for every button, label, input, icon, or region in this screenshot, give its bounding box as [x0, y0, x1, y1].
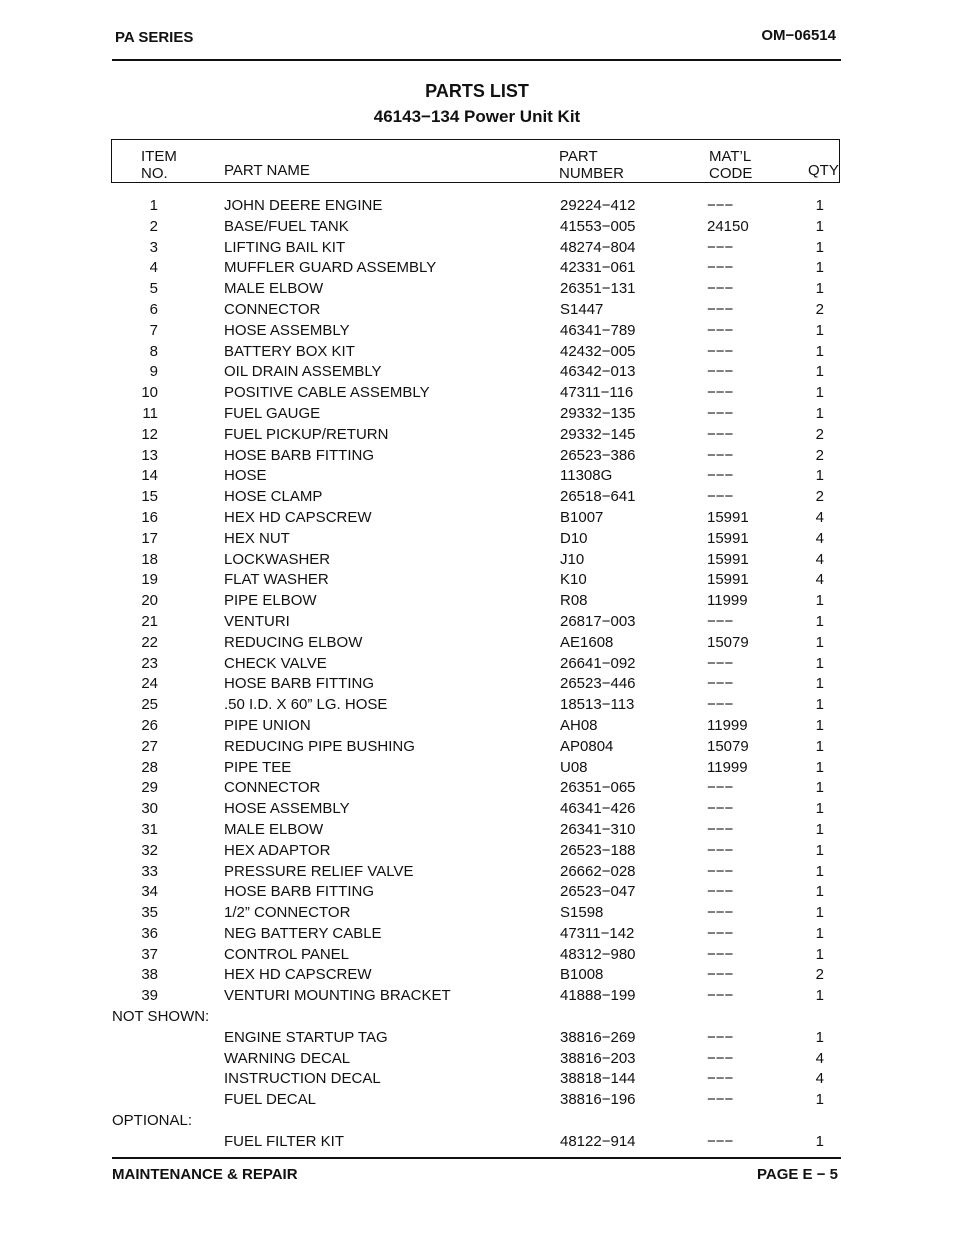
- part-name-cell: HEX HD CAPSCREW: [224, 966, 372, 984]
- table-row: [0, 778, 954, 799]
- part-name-cell: VENTURI: [224, 612, 290, 630]
- part-number-cell: AP0804: [560, 737, 614, 755]
- part-name-cell: CONNECTOR: [224, 779, 321, 797]
- part-number-cell: 38816−196: [560, 1091, 636, 1109]
- matl-code-cell: −−−: [707, 300, 734, 318]
- part-name-cell: NEG BATTERY CABLE: [224, 924, 382, 942]
- qty-cell: 1: [815, 779, 824, 797]
- qty-cell: 4: [815, 508, 824, 526]
- matl-code-cell: 24150: [707, 217, 749, 235]
- part-number-cell: 29332−145: [560, 425, 636, 443]
- part-name-cell: 1/2” CONNECTOR: [224, 904, 351, 922]
- part-name-cell: CONTROL PANEL: [224, 945, 350, 963]
- matl-code-cell: −−−: [707, 800, 734, 818]
- section-label-row: [0, 1007, 954, 1028]
- part-number-cell: 26523−386: [560, 446, 636, 464]
- item-no-cell: 38: [141, 966, 158, 984]
- part-name-cell: MUFFLER GUARD ASSEMBLY: [224, 259, 437, 277]
- table-row: [0, 841, 954, 862]
- part-name-cell: OIL DRAIN ASSEMBLY: [224, 363, 382, 381]
- table-row: [0, 362, 954, 383]
- part-name-cell: WARNING DECAL: [224, 1049, 351, 1067]
- table-row: [0, 799, 954, 820]
- part-name-cell: MALE ELBOW: [224, 820, 324, 838]
- item-no-cell: 31: [141, 820, 158, 838]
- matl-code-cell: 15991: [707, 529, 749, 547]
- table-row: [0, 1028, 954, 1049]
- part-number-cell: 26523−446: [560, 675, 636, 693]
- page-subtitle: 46143−134 Power Unit Kit: [373, 107, 581, 126]
- part-number-cell: 41888−199: [560, 987, 636, 1005]
- part-name-cell: PIPE UNION: [224, 716, 311, 734]
- qty-cell: 1: [815, 800, 824, 818]
- item-no-cell: 11: [142, 404, 158, 422]
- part-number-cell: D10: [560, 529, 588, 547]
- item-no-cell: 27: [141, 737, 158, 755]
- table-row: [0, 654, 954, 675]
- item-no-cell: 8: [149, 342, 158, 360]
- qty-cell: 1: [815, 1132, 824, 1150]
- part-name-cell: HOSE CLAMP: [224, 488, 323, 506]
- matl-code-cell: −−−: [707, 696, 734, 714]
- part-number-cell: 38816−203: [560, 1049, 636, 1067]
- part-name-cell: FLAT WASHER: [224, 571, 329, 589]
- matl-code-cell: −−−: [707, 197, 734, 214]
- table-row: [0, 550, 954, 571]
- matl-code-cell: −−−: [707, 342, 734, 360]
- part-name-cell: REDUCING ELBOW: [224, 633, 363, 651]
- part-number-cell: 26523−047: [560, 883, 636, 901]
- col-matl-code-line1: MAT’L: [709, 148, 752, 165]
- table-row: [0, 965, 954, 986]
- part-number-cell: 46341−789: [560, 321, 636, 339]
- part-number-cell: 47311−142: [560, 924, 635, 942]
- matl-code-cell: 15991: [707, 550, 749, 568]
- table-row: [0, 820, 954, 841]
- part-number-cell: S1447: [560, 300, 604, 318]
- part-number-cell: 26351−065: [560, 779, 636, 797]
- matl-code-cell: −−−: [707, 945, 734, 963]
- table-row: [0, 1049, 954, 1070]
- item-no-cell: 1: [149, 197, 158, 214]
- part-number-cell: 18513−113: [560, 696, 635, 714]
- part-number-cell: 42331−061: [560, 259, 636, 277]
- qty-cell: 1: [815, 924, 824, 942]
- part-number-cell: 29332−135: [560, 404, 636, 422]
- qty-cell: 1: [815, 1028, 824, 1046]
- part-name-cell: JOHN DEERE ENGINE: [224, 197, 383, 214]
- part-name-cell: HOSE BARB FITTING: [224, 675, 375, 693]
- item-no-cell: 19: [141, 571, 158, 589]
- part-name-cell: HOSE ASSEMBLY: [224, 321, 350, 339]
- part-number-cell: B1007: [560, 508, 604, 526]
- table-row: [0, 196, 954, 217]
- matl-code-cell: −−−: [707, 238, 734, 256]
- qty-cell: 1: [815, 612, 824, 630]
- qty-cell: 2: [815, 488, 824, 506]
- table-row: [0, 903, 954, 924]
- part-name-cell: HOSE ASSEMBLY: [224, 800, 350, 818]
- table-row: [0, 633, 954, 654]
- table-row: [0, 446, 954, 467]
- table-row: [0, 737, 954, 758]
- part-number-cell: 42432−005: [560, 342, 636, 360]
- matl-code-cell: −−−: [707, 862, 734, 880]
- item-no-cell: 6: [149, 300, 158, 318]
- qty-cell: 1: [815, 737, 824, 755]
- col-qty: QTY: [808, 162, 839, 179]
- matl-code-cell: −−−: [707, 841, 734, 859]
- qty-cell: 1: [815, 363, 824, 381]
- table-row: [0, 591, 954, 612]
- part-number-cell: 29224−412: [560, 197, 636, 214]
- part-name-cell: HOSE BARB FITTING: [224, 883, 375, 901]
- qty-cell: 2: [815, 425, 824, 443]
- matl-code-cell: −−−: [707, 1049, 734, 1067]
- series-label: PA SERIES: [115, 29, 194, 46]
- part-name-cell: FUEL DECAL: [224, 1091, 316, 1109]
- item-no-cell: 24: [141, 675, 158, 693]
- part-number-cell: 48312−980: [560, 945, 636, 963]
- matl-code-cell: −−−: [707, 820, 734, 838]
- matl-code-cell: −−−: [707, 1028, 734, 1046]
- matl-code-cell: 15991: [707, 571, 749, 589]
- matl-code-cell: −−−: [707, 404, 734, 422]
- matl-code-cell: −−−: [707, 280, 734, 298]
- table-row: [0, 425, 954, 446]
- part-name-cell: REDUCING PIPE BUSHING: [224, 737, 415, 755]
- matl-code-cell: −−−: [707, 654, 734, 672]
- matl-code-cell: −−−: [707, 1070, 734, 1088]
- part-name-cell: PIPE ELBOW: [224, 592, 317, 610]
- matl-code-cell: −−−: [707, 1132, 734, 1150]
- qty-cell: 1: [815, 1091, 824, 1109]
- qty-cell: 4: [815, 550, 824, 568]
- part-name-cell: HOSE: [224, 467, 267, 485]
- item-no-cell: 2: [149, 217, 158, 235]
- qty-cell: 1: [815, 716, 824, 734]
- qty-cell: 2: [815, 446, 824, 464]
- matl-code-cell: −−−: [707, 446, 734, 464]
- part-number-cell: K10: [560, 571, 587, 589]
- table-row: [0, 529, 954, 550]
- part-name-cell: POSITIVE CABLE ASSEMBLY: [224, 384, 430, 402]
- section-label: OPTIONAL:: [112, 1112, 193, 1130]
- item-no-cell: 7: [149, 321, 158, 339]
- item-no-cell: 23: [141, 654, 158, 672]
- item-no-cell: 32: [141, 841, 158, 859]
- matl-code-cell: 15079: [707, 633, 749, 651]
- table-row: [0, 321, 954, 342]
- part-name-cell: BASE/FUEL TANK: [224, 217, 349, 235]
- col-matl-code: [709, 148, 752, 182]
- part-number-cell: 46341−426: [560, 800, 636, 818]
- item-no-cell: 4: [149, 259, 158, 277]
- qty-cell: 4: [815, 1049, 824, 1067]
- item-no-cell: 30: [141, 800, 158, 818]
- part-number-cell: 26817−003: [560, 612, 636, 630]
- part-number-cell: U08: [560, 758, 588, 776]
- document-number: OM−06514: [761, 27, 836, 44]
- table-row: [0, 466, 954, 487]
- table-row: [0, 383, 954, 404]
- part-name-cell: VENTURI MOUNTING BRACKET: [224, 987, 451, 1005]
- part-number-cell: AE1608: [560, 633, 614, 651]
- matl-code-cell: −−−: [707, 883, 734, 901]
- item-no-cell: 5: [149, 280, 158, 298]
- item-no-cell: 36: [141, 924, 158, 942]
- matl-code-cell: −−−: [707, 904, 734, 922]
- table-row: [0, 342, 954, 363]
- part-number-cell: 38818−144: [560, 1070, 636, 1088]
- item-no-cell: 10: [141, 384, 158, 402]
- table-row: [0, 300, 954, 321]
- matl-code-cell: −−−: [707, 467, 734, 485]
- qty-cell: 1: [815, 217, 824, 235]
- qty-cell: 1: [815, 820, 824, 838]
- matl-code-cell: −−−: [707, 488, 734, 506]
- qty-cell: 1: [815, 259, 824, 277]
- table-row: [0, 279, 954, 300]
- parts-table-body: [0, 196, 954, 1153]
- col-part-number-line2: NUMBER: [559, 165, 625, 182]
- matl-code-cell: −−−: [707, 259, 734, 277]
- matl-code-cell: −−−: [707, 924, 734, 942]
- col-item-no: [141, 148, 177, 182]
- item-no-cell: 13: [141, 446, 158, 464]
- part-name-cell: HEX HD CAPSCREW: [224, 508, 372, 526]
- table-row: [0, 716, 954, 737]
- item-no-cell: 17: [141, 529, 158, 547]
- qty-cell: 1: [815, 404, 824, 422]
- table-row: [0, 570, 954, 591]
- part-name-cell: PRESSURE RELIEF VALVE: [224, 862, 414, 880]
- table-row: [0, 404, 954, 425]
- item-no-cell: 22: [141, 633, 158, 651]
- qty-cell: 2: [815, 300, 824, 318]
- col-item-no-line1: ITEM: [141, 148, 177, 165]
- qty-cell: 4: [815, 1070, 824, 1088]
- part-name-cell: HEX ADAPTOR: [224, 841, 331, 859]
- qty-cell: 1: [815, 862, 824, 880]
- part-name-cell: HOSE BARB FITTING: [224, 446, 375, 464]
- qty-cell: 1: [815, 945, 824, 963]
- qty-cell: 1: [815, 883, 824, 901]
- matl-code-cell: −−−: [707, 384, 734, 402]
- item-no-cell: 9: [149, 363, 158, 381]
- part-number-cell: 26662−028: [560, 862, 636, 880]
- part-name-cell: CHECK VALVE: [224, 654, 327, 672]
- footer-section: MAINTENANCE & REPAIR: [112, 1166, 298, 1183]
- qty-cell: 1: [815, 342, 824, 360]
- part-name-cell: HEX NUT: [224, 529, 290, 547]
- col-matl-code-line2: CODE: [709, 165, 753, 182]
- matl-code-cell: −−−: [707, 779, 734, 797]
- table-row: [0, 674, 954, 695]
- part-number-cell: B1008: [560, 966, 604, 984]
- item-no-cell: 37: [141, 945, 158, 963]
- matl-code-cell: −−−: [707, 966, 734, 984]
- part-name-cell: CONNECTOR: [224, 300, 321, 318]
- footer-page-number: PAGE E − 5: [756, 1166, 838, 1183]
- part-number-cell: R08: [560, 592, 588, 610]
- table-row: [0, 924, 954, 945]
- table-row: [0, 258, 954, 279]
- item-no-cell: 35: [141, 904, 158, 922]
- table-row: [0, 1132, 954, 1153]
- part-number-cell: 11308G: [560, 467, 613, 485]
- table-row: [0, 238, 954, 259]
- table-row: [0, 882, 954, 903]
- item-no-cell: 34: [141, 883, 158, 901]
- qty-cell: 1: [815, 280, 824, 298]
- matl-code-cell: −−−: [707, 321, 734, 339]
- col-part-name: PART NAME: [224, 162, 310, 179]
- table-row: [0, 508, 954, 529]
- item-no-cell: 15: [141, 488, 158, 506]
- table-row: [0, 1090, 954, 1111]
- item-no-cell: 25: [141, 696, 158, 714]
- item-no-cell: 21: [141, 612, 158, 630]
- col-item-no-line2: NO.: [141, 165, 168, 182]
- part-number-cell: 46342−013: [560, 363, 636, 381]
- matl-code-cell: −−−: [707, 363, 734, 381]
- table-row: [0, 695, 954, 716]
- table-row: [0, 487, 954, 508]
- part-name-cell: .50 I.D. X 60” LG. HOSE: [224, 696, 388, 714]
- part-name-cell: PIPE TEE: [224, 758, 292, 776]
- matl-code-cell: 15991: [707, 508, 749, 526]
- page-title: PARTS LIST: [425, 81, 529, 101]
- qty-cell: 4: [815, 529, 824, 547]
- part-number-cell: 48122−914: [560, 1132, 636, 1150]
- item-no-cell: 26: [141, 716, 158, 734]
- part-number-cell: 41553−005: [560, 217, 636, 235]
- qty-cell: 2: [815, 966, 824, 984]
- item-no-cell: 33: [141, 862, 158, 880]
- qty-cell: 1: [815, 592, 824, 610]
- part-name-cell: LOCKWASHER: [224, 550, 331, 568]
- part-number-cell: S1598: [560, 904, 604, 922]
- matl-code-cell: 11999: [707, 716, 748, 734]
- matl-code-cell: −−−: [707, 987, 734, 1005]
- part-name-cell: LIFTING BAIL KIT: [224, 238, 346, 256]
- section-label-row: [0, 1111, 954, 1132]
- table-row: [0, 1069, 954, 1090]
- part-name-cell: FUEL GAUGE: [224, 404, 321, 422]
- qty-cell: 1: [815, 675, 824, 693]
- item-no-cell: 28: [141, 758, 158, 776]
- part-number-cell: AH08: [560, 716, 598, 734]
- part-number-cell: 26523−188: [560, 841, 636, 859]
- part-name-cell: INSTRUCTION DECAL: [224, 1070, 381, 1088]
- item-no-cell: 18: [141, 550, 158, 568]
- item-no-cell: 14: [141, 467, 158, 485]
- part-number-cell: J10: [560, 550, 585, 568]
- part-number-cell: 26351−131: [560, 280, 636, 298]
- matl-code-cell: 11999: [707, 758, 748, 776]
- part-number-cell: 26641−092: [560, 654, 636, 672]
- qty-cell: 4: [815, 571, 824, 589]
- qty-cell: 1: [815, 841, 824, 859]
- qty-cell: 1: [815, 696, 824, 714]
- item-no-cell: 20: [141, 592, 158, 610]
- column-header-box: [111, 139, 840, 183]
- table-row: [0, 758, 954, 779]
- qty-cell: 1: [815, 238, 824, 256]
- col-part-number: [559, 148, 624, 182]
- item-no-cell: 12: [141, 425, 158, 443]
- table-row: [0, 862, 954, 883]
- section-label: NOT SHOWN:: [112, 1008, 210, 1026]
- footer-rule: [112, 1157, 841, 1159]
- qty-cell: 1: [815, 904, 824, 922]
- matl-code-cell: −−−: [707, 1091, 734, 1109]
- part-name-cell: FUEL PICKUP/RETURN: [224, 425, 389, 443]
- qty-cell: 1: [815, 321, 824, 339]
- qty-cell: 1: [815, 384, 824, 402]
- qty-cell: 1: [815, 197, 824, 214]
- header-rule: [112, 59, 841, 61]
- matl-code-cell: 15079: [707, 737, 749, 755]
- table-row: [0, 945, 954, 966]
- table-row: [0, 986, 954, 1007]
- qty-cell: 1: [815, 654, 824, 672]
- part-name-cell: MALE ELBOW: [224, 280, 324, 298]
- part-number-cell: 47311−116: [560, 384, 634, 402]
- part-number-cell: 48274−804: [560, 238, 636, 256]
- qty-cell: 1: [815, 987, 824, 1005]
- matl-code-cell: −−−: [707, 612, 734, 630]
- col-part-number-line1: PART: [559, 148, 598, 165]
- part-name-cell: FUEL FILTER KIT: [224, 1132, 345, 1150]
- item-no-cell: 39: [141, 987, 158, 1005]
- matl-code-cell: −−−: [707, 425, 734, 443]
- item-no-cell: 3: [149, 238, 158, 256]
- qty-cell: 1: [815, 758, 824, 776]
- item-no-cell: 29: [141, 779, 158, 797]
- part-number-cell: 26518−641: [560, 488, 636, 506]
- item-no-cell: 16: [141, 508, 158, 526]
- qty-cell: 1: [815, 633, 824, 651]
- part-number-cell: 26341−310: [560, 820, 636, 838]
- part-name-cell: ENGINE STARTUP TAG: [224, 1028, 388, 1046]
- qty-cell: 1: [815, 467, 824, 485]
- part-name-cell: BATTERY BOX KIT: [224, 342, 355, 360]
- table-row: [0, 217, 954, 238]
- table-row: [0, 612, 954, 633]
- matl-code-cell: 11999: [707, 592, 748, 610]
- matl-code-cell: −−−: [707, 675, 734, 693]
- part-number-cell: 38816−269: [560, 1028, 636, 1046]
